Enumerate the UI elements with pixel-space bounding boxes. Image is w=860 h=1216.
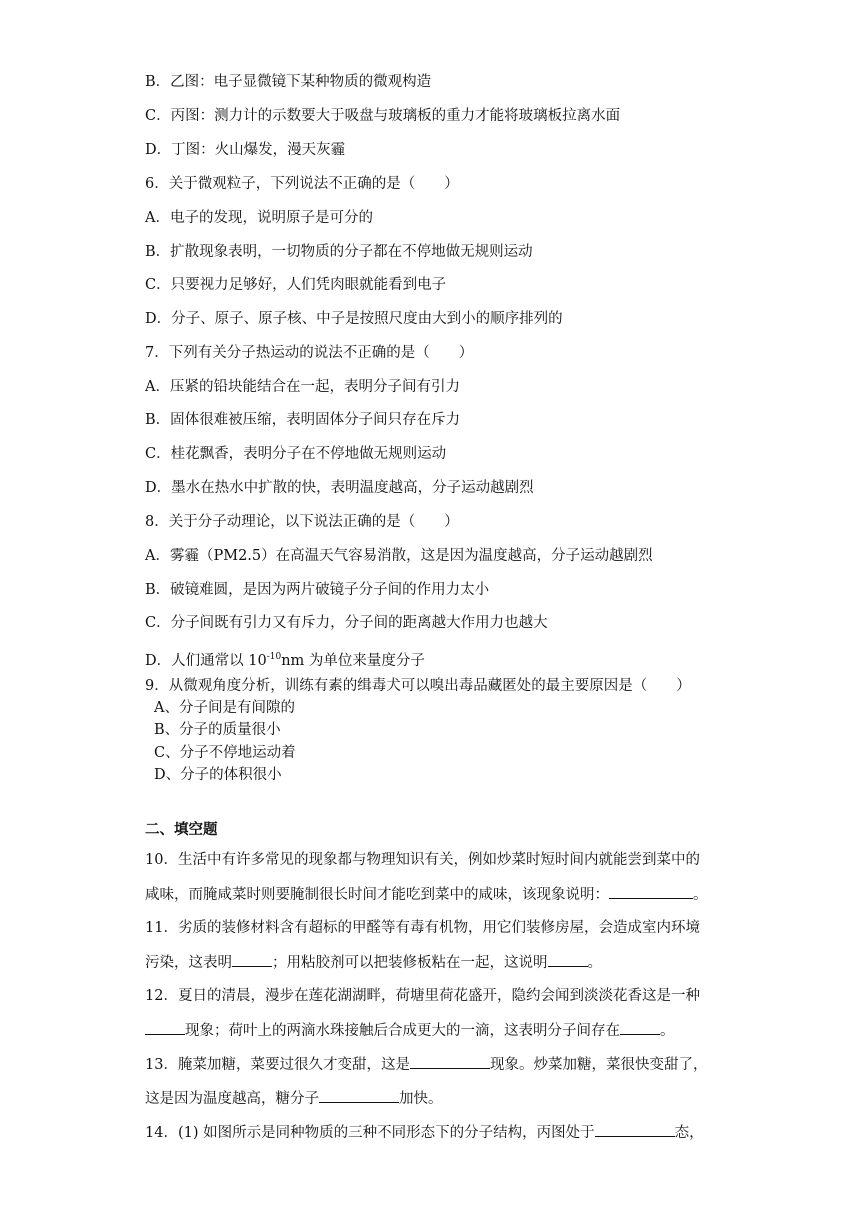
q11-punct: 。 xyxy=(587,955,602,971)
q13-text-post: 现象。炒菜加糖，菜很快变甜了， xyxy=(489,1057,708,1073)
q14-text-pre: 14．(1) 如图所示是同种物质的三种不同形态下的分子结构，丙图处于 xyxy=(145,1125,595,1141)
q13-line-1 xyxy=(145,1054,715,1075)
q9-option-c: C、分子不停地运动着 xyxy=(154,745,296,761)
q11-text-pre: 污染，这表明 xyxy=(145,955,232,971)
q6-option-b: B．扩散现象表明，一切物质的分子都在不停地做无规则运动 xyxy=(145,244,533,260)
q12-line-1: 12．夏日的清晨，漫步在莲花湖湖畔，荷塘里荷花盛开，隐约会闻到淡淡花香这是一种 xyxy=(145,988,700,1004)
section-title-fill-in: 二、填空题 xyxy=(145,821,218,838)
q11-answer-blank-2[interactable] xyxy=(548,952,588,967)
q11-line-1: 11．劣质的装修材料含有超标的甲醛等有毒有机物，用它们装修房屋，会造成室内环境 xyxy=(145,920,700,936)
q10-line-2 xyxy=(145,884,715,905)
q13-text-2-pre: 这是因为温度越高，糖分子 xyxy=(145,1091,319,1107)
q10-line-1: 10．生活中有许多常见的现象都与物理知识有关，例如炒菜时短时间内就能尝到菜中的 xyxy=(145,852,700,868)
q13-answer-blank-2[interactable] xyxy=(319,1088,399,1103)
q13-line-2 xyxy=(145,1088,715,1109)
q9-option-a: A、分子间是有间隙的 xyxy=(154,700,295,716)
q12-answer-blank-1[interactable] xyxy=(145,1020,185,1035)
q13-text-2-post: 加快。 xyxy=(399,1091,443,1107)
q8-option-b: B．破镜难圆，是因为两片破镜子分子间的作用力太小 xyxy=(145,582,490,598)
q6-option-c: C．只要视力足够好，人们凭肉眼就能看到电子 xyxy=(145,277,447,293)
q5-option-d: D．丁图：火山爆发，漫天灰霾 xyxy=(145,142,346,158)
q10-text: 咸味，而腌咸菜时则要腌制很长时间才能吃到菜中的咸味，该现象说明： xyxy=(145,887,609,903)
q14-text-post: 态， xyxy=(674,1125,704,1141)
q8-d-text-pre: D．人们通常以 10 xyxy=(145,652,267,669)
q12-punct: 。 xyxy=(660,1023,675,1039)
q8-stem: 8．关于分子动理论，以下说法正确的是（ ） xyxy=(145,514,459,530)
q8-d-text-post: nm 为单位来量度分子 xyxy=(281,652,425,669)
q6-option-d: D．分子、原子、原子核、中子是按照尺度由大到小的顺序排列的 xyxy=(145,311,563,327)
q7-option-c: C．桂花飘香，表明分子在不停地做无规则运动 xyxy=(145,446,447,462)
q13-text-pre: 13．腌菜加糖，菜要过很久才变甜，这是 xyxy=(145,1057,410,1073)
q7-option-a: A．压紧的铅块能结合在一起，表明分子间有引力 xyxy=(145,379,460,395)
q9-stem: 9．从微观角度分析，训练有素的缉毒犬可以嗅出毒品藏匿处的最主要原因是（ ） xyxy=(145,678,691,694)
q11-text-mid: ；用粘胶剂可以把装修板粘在一起，这说明 xyxy=(272,955,548,971)
q7-option-d: D．墨水在热水中扩散的快，表明温度越高，分子运动越剧烈 xyxy=(145,480,534,496)
q12-text-mid: 现象；荷叶上的两滴水珠接触后合成更大的一滴，这表明分子间存在 xyxy=(185,1023,620,1039)
q9-option-b: B、分子的质量很小 xyxy=(154,722,281,738)
q6-stem: 6．关于微观粒子，下列说法不正确的是（ ） xyxy=(145,176,459,192)
q8-d-exponent: -10 xyxy=(266,652,282,662)
q5-option-b: B．乙图：电子显微镜下某种物质的微观构造 xyxy=(145,74,432,90)
q12-line-2 xyxy=(145,1020,715,1041)
q11-line-2 xyxy=(145,952,715,973)
q7-option-b: B．固体很难被压缩，表明固体分子间只存在斥力 xyxy=(145,412,461,428)
q5-option-c: C．丙图：测力计的示数要大于吸盘与玻璃板的重力才能将玻璃板拉离水面 xyxy=(145,108,621,124)
q8-option-d xyxy=(145,647,425,671)
q14-answer-blank-1[interactable] xyxy=(595,1122,675,1137)
q13-answer-blank-1[interactable] xyxy=(410,1054,490,1069)
q8-option-a: A．雾霾（PM2.5）在高温天气容易消散，这是因为温度越高，分子运动越剧烈 xyxy=(145,548,653,564)
q9-option-d: D、分子的体积很小 xyxy=(154,767,282,783)
q7-stem: 7．下列有关分子热运动的说法不正确的是（ ） xyxy=(145,345,474,361)
q10-answer-blank[interactable] xyxy=(609,884,693,899)
q6-option-a: A．电子的发现，说明原子是可分的 xyxy=(145,210,373,226)
q14-line-1 xyxy=(145,1122,715,1143)
q8-option-c: C．分子间既有引力又有斥力，分子间的距离越大作用力也越大 xyxy=(145,615,548,631)
q10-punct: 。 xyxy=(693,887,708,903)
q12-answer-blank-2[interactable] xyxy=(620,1020,660,1035)
q11-answer-blank-1[interactable] xyxy=(232,952,272,967)
